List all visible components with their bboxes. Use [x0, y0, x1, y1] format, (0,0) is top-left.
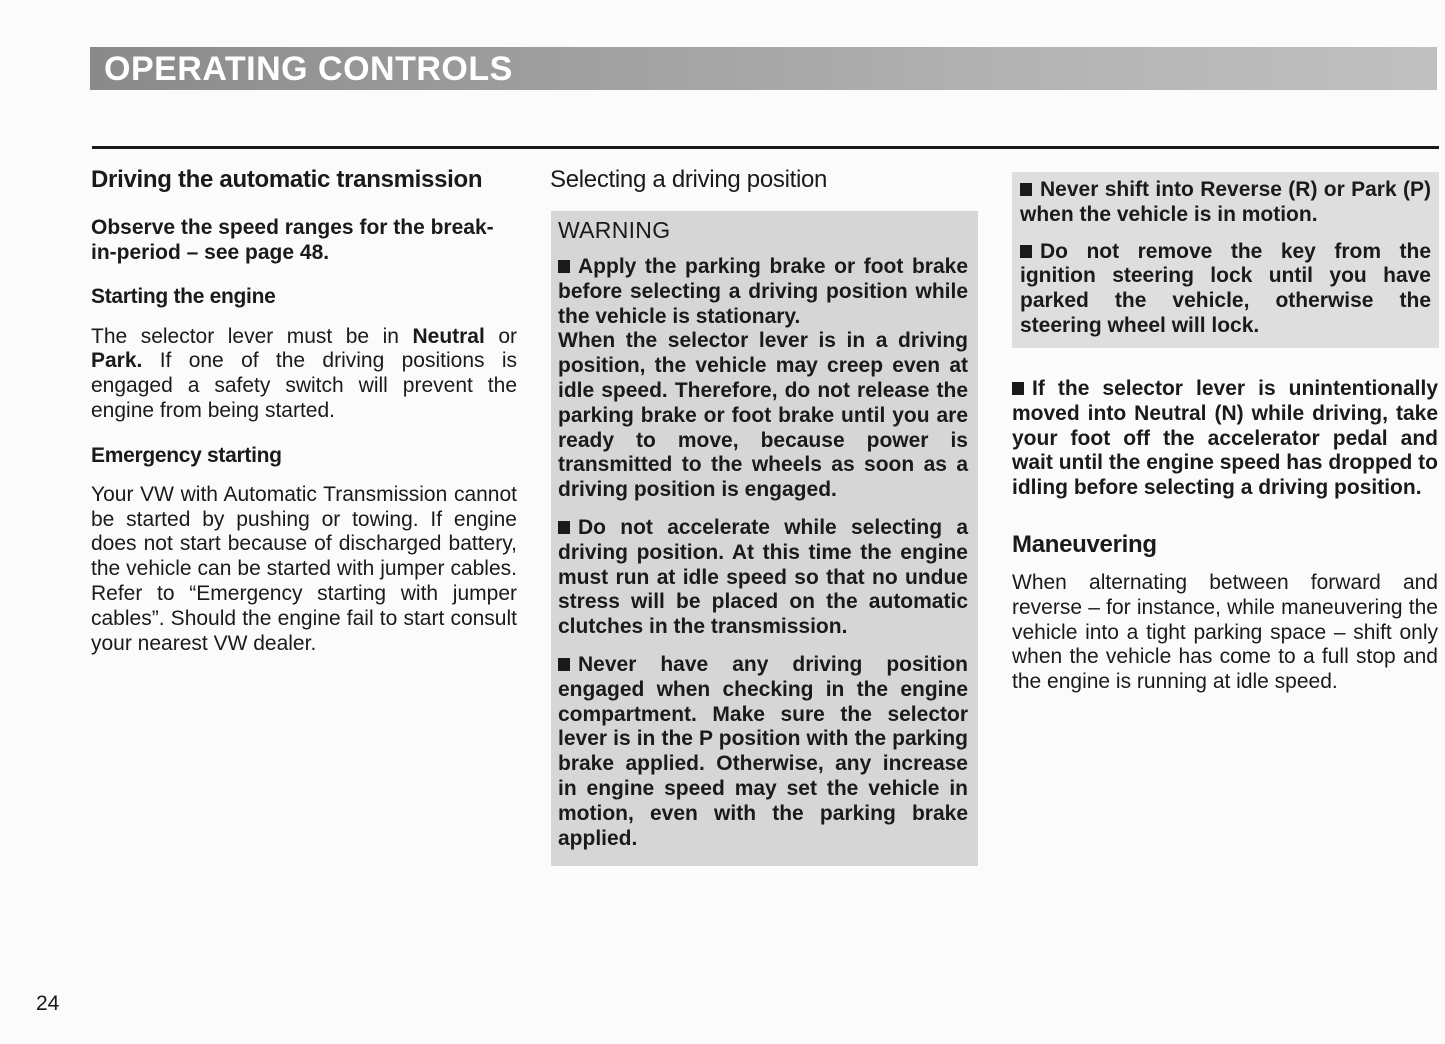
emergency-starting-text: Your VW with Automatic Transmission cannot be started by pushing or towing. If engine does not start because of discharged battery, the vehicle can be started with jumper cables. Refer to “Emergency starting with jumper cables”. Should the engine fail to start consult your nearest VW dealer. — [91, 482, 517, 655]
note-neutral-while-driving: If the selector lever is unintentionally moved into Neutral (N) while driving, take your foot off the accelerator pedal and wait until the engine speed has dropped to idling before selecting a driving position. — [1012, 377, 1438, 500]
heading-driving-automatic: Driving the automatic transmission — [91, 166, 483, 193]
warning-item-1: Apply the parking brake or foot brake before selecting a driving position while the vehicle is stationary. — [558, 255, 968, 328]
warning-item-3: Never have any driving position engaged when checking in the engine compartment. Make sure the selector lever is in the P position with the parking brake applied. Otherwise, any increase in engine speed may set the vehicle in motion, even with the parking brake applied. — [558, 652, 968, 850]
warning-item-1b: When the selector lever is in a driving position, the vehicle may creep even at idle speed. Therefore, do not release the parking brake or foot brake until you are ready to move, because power is transmitted to the wheels as soon as a driving position is engaged. — [558, 329, 968, 502]
bullet-square-icon — [558, 521, 570, 534]
bullet-square-icon — [1012, 382, 1024, 395]
heading-starting-engine: Starting the engine — [91, 284, 276, 308]
heading-emergency-starting: Emergency starting — [91, 443, 282, 467]
column-middle — [550, 164, 978, 196]
bullet-square-icon — [1020, 183, 1032, 196]
column-left — [91, 164, 517, 656]
bullet-square-icon — [558, 658, 570, 671]
bullet-square-icon — [558, 260, 570, 273]
warning-title: WARNING — [558, 217, 671, 243]
note-ignition-key: Do not remove the key from the ignition steering lock until you have parked the vehicle, otherwise the steering wheel will lock. — [1020, 239, 1431, 337]
section-title: OPERATING CONTROLS — [104, 50, 513, 88]
maneuvering-text: When alternating between forward and reverse – for instance, while maneuvering the vehicle into a tight parking space – shift only when the vehicle has come to a full stop and the engine is running at idle speed. — [1012, 570, 1438, 694]
warning-box — [551, 211, 978, 866]
break-in-note: Observe the speed ranges for the break-in-period – see page 48. — [91, 216, 494, 264]
bullet-square-icon — [1020, 245, 1032, 258]
heading-maneuvering: Maneuvering — [1012, 530, 1157, 558]
section-banner — [90, 47, 1437, 90]
note-box — [1012, 172, 1439, 348]
warning-item-2: Do not accelerate while selecting a driving position. At this time the engine must run at idle speed so that no undue stress will be placed on the automatic clutches in the transmission. — [558, 515, 968, 639]
heading-selecting-position: Selecting a driving position — [550, 166, 828, 193]
starting-engine-text: The selector lever must be in Neutral or Park. If one of the driving positions is engaged a safety switch will prevent the engine from being started. — [91, 324, 518, 422]
page-number: 24 — [36, 992, 60, 1015]
header-rule — [92, 146, 1439, 149]
note-reverse-park: Never shift into Reverse (R) or Park (P) when the vehicle is in motion. — [1020, 178, 1431, 226]
column-right — [1012, 377, 1438, 695]
